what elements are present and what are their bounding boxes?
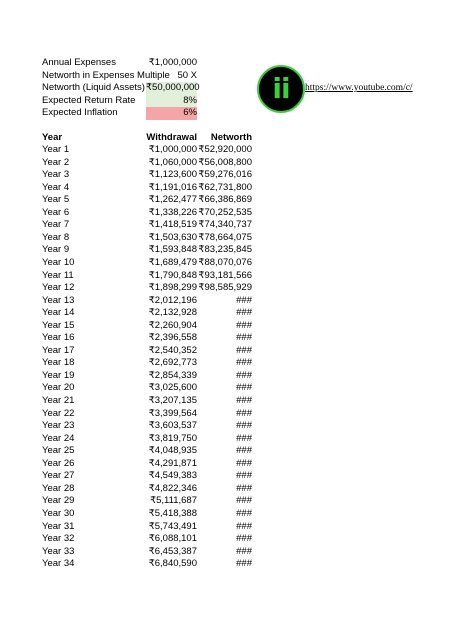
param-label: Expected Inflation [42, 107, 118, 119]
networth-cell[interactable]: ₹62,731,800 [198, 181, 252, 193]
withdrawal-cell[interactable]: ₹1,593,848 [148, 244, 197, 256]
withdrawal-cell[interactable]: ₹2,260,904 [148, 319, 197, 331]
networth-cell[interactable]: ### [236, 294, 252, 306]
header-networth: Networth [210, 132, 252, 143]
year-cell[interactable]: Year 30 [42, 507, 75, 519]
networth-cell[interactable]: ### [236, 407, 252, 419]
withdrawal-cell[interactable]: ₹1,060,000 [148, 156, 197, 168]
networth-cell[interactable]: ### [236, 470, 252, 482]
withdrawal-cell[interactable]: ₹4,549,383 [148, 470, 197, 482]
year-cell[interactable]: Year 24 [42, 432, 75, 444]
year-cell[interactable]: Year 19 [42, 369, 75, 381]
withdrawal-cell[interactable]: ₹3,207,135 [148, 395, 197, 406]
year-cell[interactable]: Year 8 [42, 231, 70, 243]
param-value[interactable]: 6% [146, 107, 197, 120]
withdrawal-cell[interactable]: ₹1,503,630 [148, 231, 197, 243]
year-cell[interactable]: Year 10 [42, 256, 75, 268]
year-cell[interactable]: Year 12 [42, 282, 75, 294]
year-cell[interactable]: Year 27 [42, 470, 75, 482]
withdrawal-cell[interactable]: ₹5,111,687 [150, 495, 197, 507]
param-label: Annual Expenses [42, 57, 116, 68]
header-year: Year [42, 132, 63, 143]
networth-cell[interactable]: ₹83,235,845 [198, 244, 252, 256]
param-value[interactable]: ₹50,000,000 [146, 82, 200, 94]
year-cell[interactable]: Year 20 [42, 382, 75, 394]
networth-cell[interactable]: ₹88,070,076 [198, 256, 252, 268]
year-cell[interactable]: Year 1 [42, 144, 70, 155]
year-cell[interactable]: Year 32 [42, 533, 75, 545]
networth-cell[interactable]: ### [236, 545, 252, 557]
withdrawal-cell[interactable]: ₹5,743,491 [148, 520, 197, 532]
networth-cell[interactable]: ### [236, 445, 252, 457]
withdrawal-cell[interactable]: ₹5,418,388 [148, 507, 197, 519]
withdrawal-cell[interactable]: ₹1,898,299 [148, 282, 197, 294]
year-cell[interactable]: Year 25 [42, 445, 75, 457]
withdrawal-cell[interactable]: ₹6,453,387 [148, 545, 197, 557]
param-label: Expected Return Rate [42, 94, 136, 106]
networth-cell[interactable]: ### [236, 457, 252, 469]
year-cell[interactable]: Year 31 [42, 520, 75, 532]
networth-cell[interactable]: ₹56,008,800 [198, 156, 252, 168]
networth-cell[interactable]: ₹66,386,869 [198, 194, 252, 206]
year-cell[interactable]: Year 28 [42, 482, 75, 494]
youtube-link[interactable]: https://www.youtube.com/c/ [305, 83, 413, 93]
withdrawal-cell[interactable]: ₹1,191,016 [148, 181, 197, 193]
year-cell[interactable]: Year 15 [42, 319, 75, 331]
withdrawal-cell[interactable]: ₹2,692,773 [148, 357, 197, 369]
year-cell[interactable]: Year 3 [42, 169, 70, 181]
logo-text: ii [272, 72, 290, 105]
year-cell[interactable]: Year 11 [42, 269, 74, 281]
networth-cell[interactable]: ### [236, 507, 252, 519]
withdrawal-cell[interactable]: ₹4,048,935 [148, 445, 197, 457]
param-label: Networth in Expenses Multiple [42, 69, 170, 81]
networth-cell[interactable]: ### [236, 395, 252, 406]
withdrawal-cell[interactable]: ₹3,025,600 [148, 382, 197, 394]
withdrawal-cell[interactable]: ₹1,790,848 [148, 269, 197, 281]
networth-cell[interactable]: ### [236, 319, 252, 331]
year-cell[interactable]: Year 16 [42, 332, 75, 344]
year-cell[interactable]: Year 7 [42, 219, 70, 231]
networth-cell[interactable]: ### [236, 382, 252, 394]
year-cell[interactable]: Year 5 [42, 194, 70, 206]
year-cell[interactable]: Year 13 [42, 294, 75, 306]
year-cell[interactable]: Year 4 [42, 181, 70, 193]
networth-cell[interactable]: ### [236, 558, 252, 570]
year-cell[interactable]: Year 21 [42, 395, 75, 406]
year-cell[interactable]: Year 6 [42, 206, 70, 218]
withdrawal-cell[interactable]: ₹4,822,346 [148, 482, 197, 494]
withdrawal-cell[interactable]: ₹1,123,600 [148, 169, 197, 181]
networth-cell[interactable]: ₹59,276,016 [198, 169, 252, 181]
withdrawal-cell[interactable]: ₹1,000,000 [148, 144, 197, 155]
networth-cell[interactable]: ### [236, 332, 252, 344]
year-cell[interactable]: Year 23 [42, 420, 75, 432]
networth-cell[interactable]: ### [236, 357, 252, 369]
withdrawal-cell[interactable]: ₹1,338,226 [148, 206, 197, 218]
param-value[interactable]: 50 X [177, 69, 197, 81]
year-cell[interactable]: Year 26 [42, 457, 75, 469]
networth-cell[interactable]: ₹78,664,075 [198, 231, 252, 243]
year-cell[interactable]: Year 2 [42, 156, 70, 168]
withdrawal-cell[interactable]: ₹2,854,339 [148, 369, 197, 381]
year-cell[interactable]: Year 18 [42, 357, 75, 369]
withdrawal-cell[interactable]: ₹2,012,196 [148, 294, 197, 306]
param-value[interactable]: 8% [146, 95, 197, 108]
withdrawal-cell[interactable]: ₹6,840,590 [148, 558, 197, 570]
year-cell[interactable]: Year 14 [42, 307, 75, 319]
withdrawal-cell[interactable]: ₹4,291,871 [148, 457, 197, 469]
withdrawal-cell[interactable]: ₹3,603,537 [148, 420, 197, 432]
withdrawal-cell[interactable]: ₹1,689,479 [148, 256, 197, 268]
year-cell[interactable]: Year 22 [42, 407, 75, 419]
year-cell[interactable]: Year 33 [42, 545, 75, 557]
channel-logo-icon [257, 65, 305, 113]
networth-cell[interactable]: ### [236, 533, 252, 545]
year-cell[interactable]: Year 17 [42, 344, 75, 356]
networth-cell[interactable]: ### [236, 369, 252, 381]
withdrawal-cell[interactable]: ₹1,418,519 [148, 219, 197, 231]
header-withdrawal: Withdrawal [146, 132, 197, 143]
networth-cell[interactable]: ₹93,181,566 [198, 269, 252, 281]
networth-cell[interactable]: ₹98,585,929 [198, 282, 252, 294]
networth-cell[interactable]: ### [236, 307, 252, 319]
networth-cell[interactable]: ₹74,340,737 [198, 219, 252, 231]
networth-cell[interactable]: ### [236, 482, 252, 494]
year-cell[interactable]: Year 34 [42, 558, 75, 570]
withdrawal-cell[interactable]: ₹3,399,564 [148, 407, 197, 419]
withdrawal-cell[interactable]: ₹1,262,477 [148, 194, 197, 206]
networth-cell[interactable]: ### [236, 420, 252, 432]
withdrawal-cell[interactable]: ₹3,819,750 [148, 432, 197, 444]
networth-cell[interactable]: ### [236, 495, 252, 507]
networth-cell[interactable]: ₹70,252,535 [198, 206, 252, 218]
networth-cell[interactable]: ### [236, 520, 252, 532]
year-cell[interactable]: Year 9 [42, 244, 70, 256]
param-value[interactable]: ₹1,000,000 [148, 57, 197, 68]
networth-cell[interactable]: ### [236, 432, 252, 444]
param-label: Networth (Liquid Assets) [42, 82, 145, 94]
withdrawal-cell[interactable]: ₹2,396,558 [148, 332, 197, 344]
withdrawal-cell[interactable]: ₹2,132,928 [148, 307, 197, 319]
networth-cell[interactable]: ₹52,920,000 [198, 144, 252, 155]
withdrawal-cell[interactable]: ₹2,540,352 [148, 344, 197, 356]
withdrawal-cell[interactable]: ₹6,088,101 [148, 533, 197, 545]
networth-cell[interactable]: ### [236, 344, 252, 356]
year-cell[interactable]: Year 29 [42, 495, 75, 507]
